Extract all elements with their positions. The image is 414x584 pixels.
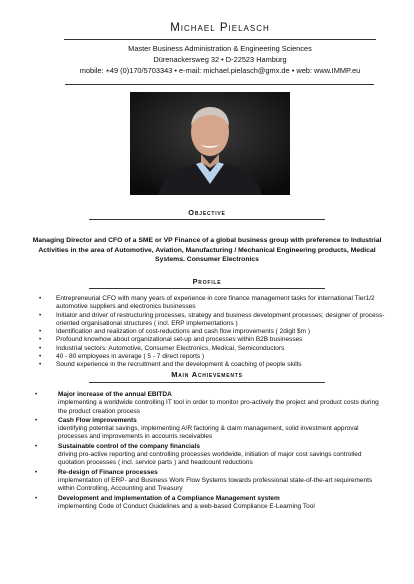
bullet-icon: •	[35, 468, 38, 476]
achievement-desc: identifying potential savings, implementing A/R factoring & claim management, solid investment approval processes and improvements in accounts receivables	[58, 425, 359, 441]
bullet-icon: •	[39, 344, 42, 352]
profile-item-text: Initiator and driver of restructuring processes, strategy and business development processes; designer of process-oriented organisational structures ( incl. ERP implementations )	[56, 311, 385, 327]
profile-item-text: Profound knowhow about organizational set-up and processes within B2B businesses	[56, 336, 303, 344]
profile-item-text: Industrial sectors: Automotive, Consumer Electronics, Medical, Semiconductors	[56, 344, 285, 352]
achievement-title: Development and implementation of a Compliance Management system	[58, 494, 280, 502]
bullet-icon: •	[35, 416, 38, 424]
profile-rule	[89, 288, 325, 289]
bullet-icon: •	[39, 336, 42, 344]
bullet-icon: •	[35, 391, 38, 398]
achievement-item	[34, 443, 388, 468]
profile-item-text: Entrepreneurial CFO with many years of experience in core finance management tasks for international Tier1/2 automotive suppliers and electronics businesses	[56, 295, 375, 311]
profile-item	[34, 312, 388, 329]
profile-item	[34, 361, 388, 369]
bullet-icon: •	[39, 361, 42, 369]
name-divider	[64, 39, 376, 40]
profile-item-text: Identification and realization of cost-reductions and cash flow improvements ( 2digit $m )	[56, 328, 310, 336]
contact-line: mobile: +49 (0)170/5703343 • e-mail: michael.pielasch@gmx.de • web: www.IMMP.eu	[79, 66, 361, 75]
bullet-icon: •	[39, 328, 42, 336]
achievements-list	[34, 391, 388, 512]
header-bottom-rule	[65, 84, 374, 85]
achievement-item	[34, 391, 388, 416]
bullet-icon: •	[39, 311, 42, 319]
achievement-item	[34, 417, 388, 442]
objective-text: Managing Director and CFO of a SME or VP Finance of a global business group with preference to Industrial Activities in the area of Automotive, Aviation, Manufacturing / Mechanical Engineering products, Medical Systems. Consumer Electronics	[32, 237, 382, 263]
achievement-title: Cash Flow improvements	[58, 416, 137, 424]
degree-line: Master Business Administration & Engineering Sciences	[128, 44, 312, 53]
profile-item	[34, 353, 388, 361]
objective-rule	[89, 219, 325, 220]
achievement-title: Sustainable control of the company financials	[58, 442, 200, 450]
portrait-photo	[130, 92, 290, 195]
portrait-illustration	[130, 92, 290, 195]
achievement-item	[34, 469, 388, 494]
bullet-icon: •	[35, 494, 38, 502]
objective-heading: Objective	[188, 208, 226, 217]
profile-heading: Profile	[192, 277, 222, 286]
address-line: Dürenackersweg 32 • D-22523 Hamburg	[153, 55, 287, 64]
profile-item-text: Sound experience in the recruitment and the development & coaching of people skills	[56, 361, 302, 369]
achievements-heading: Main Achievements	[171, 370, 243, 379]
achievement-desc: implementation of ERP- and Business Work Flow Systems towards professional state-of-the-art requirements within Controlling, Accounting and Treasury	[58, 476, 373, 493]
profile-item	[34, 328, 388, 336]
achievement-item	[34, 495, 388, 512]
profile-item	[34, 295, 388, 312]
achievement-title: Re-design of Finance processes	[58, 468, 158, 476]
resume-header	[60, 22, 380, 76]
achievement-desc: implementing a worldwide controlling IT tool in order to monitor pro-actively the project and product costs during the product creation process	[58, 399, 379, 415]
bullet-icon: •	[35, 442, 38, 450]
achievement-desc: driving pro-active reporting and controlling processes worldwide, initiation of major cost savings controlled quotation processes ( incl. service parts ) and headcount reductions	[58, 451, 362, 467]
profile-item-text: 40 - 80 employees in average ( 5 - 7 direct reports )	[56, 353, 205, 361]
profile-item	[34, 345, 388, 353]
profile-list	[34, 295, 388, 370]
achievement-title: Major increase of the annual EBITDA	[58, 391, 172, 398]
achievement-desc: implementing Code of Conduct Guidelines and a web-based Compliance E-Learning Tool	[58, 502, 315, 510]
profile-item	[34, 336, 388, 344]
person-name: Michael Pielasch	[170, 22, 270, 34]
bullet-icon: •	[39, 295, 42, 302]
bullet-icon: •	[39, 353, 42, 361]
achievements-rule	[89, 382, 325, 383]
